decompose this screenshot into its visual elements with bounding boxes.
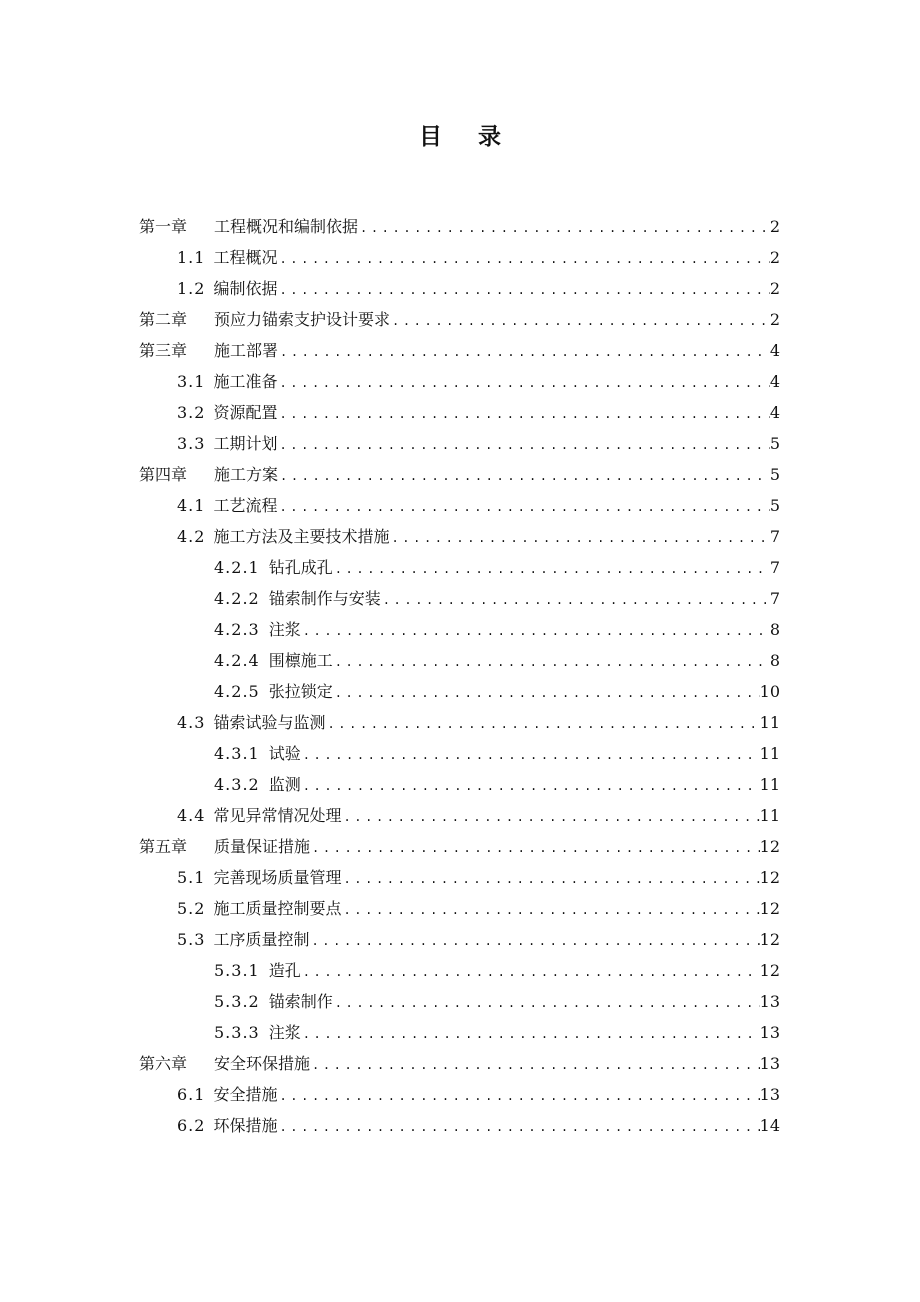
toc-entry-page-number: 7 bbox=[769, 589, 780, 608]
toc-dot-leader bbox=[310, 833, 760, 864]
toc-entry-number: 5.3.1 bbox=[214, 961, 260, 980]
page-title: 目 录 bbox=[418, 123, 515, 150]
toc-entry[interactable] bbox=[139, 986, 780, 1017]
toc-entry-page-number: 13 bbox=[759, 1085, 780, 1104]
toc-dot-leader bbox=[278, 337, 770, 368]
toc-dot-leader bbox=[301, 616, 770, 647]
toc-entry-page-number: 11 bbox=[759, 806, 780, 825]
toc-entry-title: 施工质量控制要点 bbox=[213, 899, 342, 918]
toc-entry[interactable] bbox=[139, 521, 780, 552]
toc-entry-title: 工程概况和编制依据 bbox=[214, 217, 359, 236]
toc-entry-number: 5.3.2 bbox=[214, 992, 260, 1011]
toc-entry-number: 4.4 bbox=[177, 806, 206, 825]
toc-entry-number: 4.2.5 bbox=[214, 682, 260, 701]
toc-entry[interactable] bbox=[139, 242, 780, 273]
toc-entry-page-number: 2 bbox=[769, 248, 780, 267]
toc-dot-leader bbox=[333, 647, 770, 678]
toc-dot-leader bbox=[341, 802, 759, 833]
toc-dot-leader bbox=[277, 275, 769, 306]
toc-entry-number: 3.2 bbox=[177, 403, 206, 422]
toc-entry[interactable] bbox=[139, 955, 780, 986]
toc-dot-leader bbox=[325, 709, 759, 740]
toc-entry-title: 工序质量控制 bbox=[213, 930, 310, 949]
toc-entry-page-number: 2 bbox=[769, 310, 780, 329]
toc-entry-page-number: 5 bbox=[769, 496, 780, 515]
toc-entry-number: 4.2.3 bbox=[214, 620, 260, 639]
toc-entry-title: 资源配置 bbox=[213, 403, 278, 422]
toc-entry-title: 试验 bbox=[268, 744, 301, 763]
toc-entry-page-number: 7 bbox=[769, 527, 780, 546]
toc-entry[interactable] bbox=[139, 862, 780, 893]
toc-entry-page-number: 12 bbox=[759, 868, 780, 887]
toc-entry-title: 张拉锁定 bbox=[268, 682, 333, 701]
toc-entry-title: 完善现场质量管理 bbox=[213, 868, 342, 887]
toc-entry[interactable] bbox=[139, 490, 780, 521]
toc-dot-leader bbox=[310, 1050, 760, 1081]
toc-entry-page-number: 4 bbox=[769, 372, 780, 391]
toc-entry-page-number: 2 bbox=[769, 279, 780, 298]
toc-entry-number: 4.3.2 bbox=[214, 775, 260, 794]
toc-entry-number: 第五章 bbox=[139, 837, 188, 856]
toc-entry-title: 施工准备 bbox=[213, 372, 278, 391]
toc-entry-title: 安全环保措施 bbox=[214, 1054, 311, 1073]
toc-entry-number: 1.1 bbox=[177, 248, 206, 267]
toc-entry-page-number: 11 bbox=[759, 744, 780, 763]
toc-entry[interactable] bbox=[139, 707, 780, 738]
toc-entry-title: 常见异常情况处理 bbox=[213, 806, 342, 825]
toc-entry[interactable] bbox=[139, 583, 780, 614]
toc-entry-number: 4.2.1 bbox=[214, 558, 260, 577]
toc-dot-leader bbox=[301, 740, 760, 771]
toc-entry-title: 锚索制作与安装 bbox=[268, 589, 381, 608]
toc-entry[interactable] bbox=[139, 800, 780, 831]
toc-entry[interactable] bbox=[139, 1017, 780, 1048]
toc-dot-leader bbox=[358, 213, 770, 244]
toc-entry[interactable] bbox=[139, 831, 780, 862]
toc-entry[interactable] bbox=[139, 211, 780, 242]
toc-entry-title: 编制依据 bbox=[213, 279, 278, 298]
toc-dot-leader bbox=[277, 244, 769, 275]
toc-dot-leader bbox=[277, 492, 769, 523]
toc-entry-page-number: 13 bbox=[759, 1054, 780, 1073]
toc-entry-title: 环保措施 bbox=[213, 1116, 278, 1135]
toc-dot-leader bbox=[341, 895, 759, 926]
toc-dot-leader bbox=[341, 864, 759, 895]
toc-dot-leader bbox=[277, 399, 769, 430]
toc-entry-number: 第六章 bbox=[139, 1054, 188, 1073]
toc-entry-title: 监测 bbox=[268, 775, 301, 794]
toc-dot-leader bbox=[390, 306, 770, 337]
toc-entry-title: 工期计划 bbox=[213, 434, 278, 453]
toc-dot-leader bbox=[333, 678, 760, 709]
toc-entry-page-number: 12 bbox=[759, 930, 780, 949]
toc-entry-title: 注浆 bbox=[268, 1023, 301, 1042]
toc-dot-leader bbox=[381, 585, 770, 616]
toc-dot-leader bbox=[277, 1081, 759, 1112]
toc-entry[interactable] bbox=[139, 738, 780, 769]
toc-entry-number: 4.2.2 bbox=[214, 589, 260, 608]
toc-entry-title: 施工方案 bbox=[214, 465, 279, 484]
toc-entry-title: 造孔 bbox=[268, 961, 301, 980]
toc-entry-title: 安全措施 bbox=[213, 1085, 278, 1104]
toc-dot-leader bbox=[278, 461, 770, 492]
toc-entry[interactable] bbox=[139, 769, 780, 800]
toc-entry-page-number: 8 bbox=[769, 620, 780, 639]
toc-entry-number: 4.1 bbox=[177, 496, 206, 515]
toc-entry-page-number: 4 bbox=[769, 403, 780, 422]
toc-entry-title: 施工部署 bbox=[214, 341, 279, 360]
toc-entry-title: 钻孔成孔 bbox=[268, 558, 333, 577]
toc-entry-number: 4.2.4 bbox=[214, 651, 260, 670]
toc-entry-page-number: 2 bbox=[769, 217, 780, 236]
toc-entry[interactable] bbox=[139, 428, 780, 459]
toc-dot-leader bbox=[277, 368, 769, 399]
toc-entry[interactable] bbox=[139, 1079, 780, 1110]
toc-entry-title: 施工方法及主要技术措施 bbox=[213, 527, 390, 546]
toc-entry-title: 围檩施工 bbox=[268, 651, 333, 670]
toc-entry-title: 质量保证措施 bbox=[214, 837, 311, 856]
toc-entry-title: 预应力锚索支护设计要求 bbox=[214, 310, 391, 329]
toc-entry-page-number: 10 bbox=[759, 682, 780, 701]
toc-entry-number: 第四章 bbox=[139, 465, 188, 484]
toc-entry-number: 3.1 bbox=[177, 372, 206, 391]
toc-entry[interactable] bbox=[139, 893, 780, 924]
toc-entry[interactable] bbox=[139, 273, 780, 304]
toc-entry-page-number: 5 bbox=[769, 465, 780, 484]
toc-entry[interactable] bbox=[139, 397, 780, 428]
toc-entry-number: 3.3 bbox=[177, 434, 206, 453]
toc-entry-number: 1.2 bbox=[177, 279, 206, 298]
toc-entry-number: 4.3 bbox=[177, 713, 206, 732]
toc-entry-title: 工艺流程 bbox=[213, 496, 278, 515]
toc-entry[interactable] bbox=[139, 924, 780, 955]
toc-entry-title: 锚索试验与监测 bbox=[213, 713, 326, 732]
toc-entry-number: 4.3.1 bbox=[214, 744, 260, 763]
toc-entry-number: 5.1 bbox=[177, 868, 206, 887]
toc-entry-number: 6.1 bbox=[177, 1085, 206, 1104]
toc-entry-page-number: 11 bbox=[759, 775, 780, 794]
toc-entry[interactable] bbox=[139, 552, 780, 583]
toc-entry[interactable] bbox=[139, 1110, 780, 1141]
toc-entry-page-number: 12 bbox=[759, 837, 780, 856]
toc-entry-page-number: 12 bbox=[759, 961, 780, 980]
toc-entry[interactable] bbox=[139, 335, 780, 366]
toc-entry-page-number: 7 bbox=[769, 558, 780, 577]
toc-entry-number: 第三章 bbox=[139, 341, 188, 360]
toc-entry[interactable] bbox=[139, 304, 780, 335]
table-of-contents bbox=[139, 211, 780, 1141]
toc-entry-title: 注浆 bbox=[268, 620, 301, 639]
toc-entry[interactable] bbox=[139, 645, 780, 676]
toc-entry-page-number: 11 bbox=[759, 713, 780, 732]
toc-entry-page-number: 13 bbox=[759, 992, 780, 1011]
toc-entry-number: 5.3 bbox=[177, 930, 206, 949]
toc-entry-number: 5.3.3 bbox=[214, 1023, 260, 1042]
toc-entry-number: 第一章 bbox=[139, 217, 188, 236]
toc-dot-leader bbox=[333, 988, 760, 1019]
toc-dot-leader bbox=[277, 430, 769, 461]
toc-entry[interactable] bbox=[139, 366, 780, 397]
toc-entry[interactable] bbox=[139, 1048, 780, 1079]
toc-dot-leader bbox=[333, 554, 770, 585]
toc-entry-number: 第二章 bbox=[139, 310, 188, 329]
toc-dot-leader bbox=[277, 1112, 759, 1143]
toc-entry-page-number: 12 bbox=[759, 899, 780, 918]
toc-entry-page-number: 13 bbox=[759, 1023, 780, 1042]
toc-entry-page-number: 14 bbox=[759, 1116, 780, 1135]
toc-entry[interactable] bbox=[139, 459, 780, 490]
toc-entry-page-number: 4 bbox=[769, 341, 780, 360]
toc-dot-leader bbox=[301, 771, 760, 802]
toc-entry[interactable] bbox=[139, 676, 780, 707]
toc-dot-leader bbox=[309, 926, 759, 957]
toc-entry-number: 4.2 bbox=[177, 527, 206, 546]
toc-entry-number: 6.2 bbox=[177, 1116, 206, 1135]
toc-dot-leader bbox=[301, 957, 760, 988]
toc-dot-leader bbox=[301, 1019, 760, 1050]
toc-entry-page-number: 5 bbox=[769, 434, 780, 453]
toc-entry[interactable] bbox=[139, 614, 780, 645]
toc-dot-leader bbox=[389, 523, 769, 554]
toc-entry-page-number: 8 bbox=[769, 651, 780, 670]
toc-entry-title: 工程概况 bbox=[213, 248, 278, 267]
toc-entry-number: 5.2 bbox=[177, 899, 206, 918]
toc-entry-title: 锚索制作 bbox=[268, 992, 333, 1011]
